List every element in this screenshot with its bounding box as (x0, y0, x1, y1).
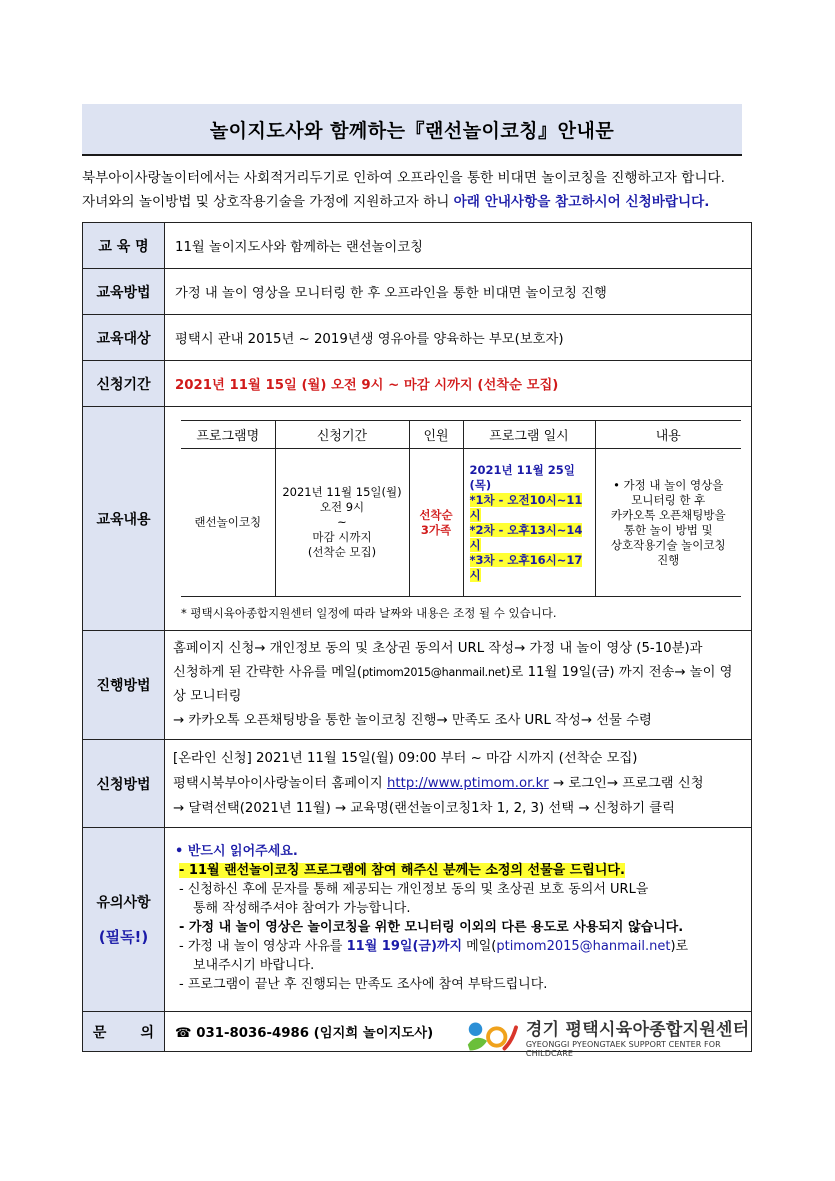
process-email: ptimom2015@hanmail.net (362, 666, 506, 679)
cell-program-name: 랜선놀이코칭 (181, 449, 275, 597)
info-table (82, 222, 752, 1052)
col-program-name: 프로그램명 (181, 421, 275, 449)
label-caution-required: (필독!) (98, 928, 149, 946)
value-caution: • 반드시 읽어주세요. - 11월 랜선놀이코칭 프로그램에 참여 해주신 분께는 소정의 선물을 드립니다. - 신청하신 후에 문자를 통해 제공되는 개인정보 동의 및 초상권 보호 동의서 URL을 통해 작성해주셔야 참여가 가능합니다. - 가정 내 놀이 영상은 놀이코칭을 위한 모니터링 이외의 다른 용도로 사용되지 않습니다. - 가정 내 놀이 영상과 사유를 11월 19일(금)까지 메일(ptimom2015@hanmail.net)로 보내주시기 바랍니다. - 프로그램이 끝난 후 진행되는 만족도 조사에 참여 부탁드립니다. (165, 828, 752, 1012)
label-edu-name: 교 육 명 (83, 223, 165, 269)
row-caution (83, 828, 752, 1012)
page-title: 놀이지도사와 함께하는『랜선놀이코칭』안내문 (82, 104, 742, 156)
value-content (165, 407, 752, 631)
label-period: 신청기간 (83, 361, 165, 407)
cell-apply-period: 2021년 11월 15일(월) 오전 9시 ~ 마감 시까지 (선착순 모집) (275, 449, 409, 597)
row-apply (83, 740, 752, 828)
col-capacity: 인원 (409, 421, 463, 449)
intro-highlight: 아래 안내사항을 참고하시어 신청바랍니다. (453, 194, 710, 210)
label-contact: 문 의 (83, 1012, 165, 1052)
cell-schedule: 2021년 11월 25일(목) *1차 - 오전10시~11시 *2차 - 오후13시~14시 *3차 - 오후16시~17시 (463, 449, 595, 597)
schedule-slot-2: *2차 - 오후13시~14시 (469, 522, 583, 552)
intro-line-1: 북부아이사랑놀이터에서는 사회적거리두기로 인하여 오프라인을 통한 비대면 놀이코칭을 진행하고자 합니다. (82, 170, 725, 186)
col-apply-period: 신청기간 (275, 421, 409, 449)
caution-gift: - 11월 랜선놀이코칭 프로그램에 참여 해주신 분께는 소정의 선물을 드립니다. (179, 862, 625, 878)
homepage-link[interactable]: http://www.ptimom.or.kr (386, 776, 549, 791)
table-row (181, 449, 741, 597)
center-logo-english: GYEONGGI PYEONGTAEK SUPPORT CENTER FOR CHILDCARE (525, 1039, 721, 1058)
label-target: 교육대상 (83, 315, 165, 361)
center-logo (462, 1015, 762, 1057)
caution-video-usage: - 가정 내 놀이 영상은 놀이코칭을 위한 모니터링 이외의 다른 용도로 사용되지 않습니다. (179, 919, 684, 935)
schedule-slot-3: *3차 - 오후16시~17시 (469, 552, 583, 582)
row-content (83, 407, 752, 631)
value-process: 홈페이지 신청→ 개인정보 동의 및 초상권 동의서 URL 작성→ 가정 내 놀이 영상 (5-10분)과 신청하게 된 간략한 사유를 메일(ptimom2015@hanmail.net)로 11월 19일(금) 까지 전송→ 놀이 영상 모니터링 → 카카오톡 오픈채팅방을 통한 놀이코칭 진행→ 만족도 조사 URL 작성→ 선물 수령 (165, 631, 752, 740)
row-period (83, 361, 752, 407)
schedule-slot-1: *1차 - 오전10시~11시 (469, 492, 583, 522)
program-table (181, 420, 741, 597)
row-process (83, 631, 752, 740)
value-target: 평택시 관내 2015년 ~ 2019년생 영유아를 양육하는 부모(보호자) (165, 315, 752, 361)
col-desc: 내용 (595, 421, 741, 449)
label-process: 진행방법 (83, 631, 165, 740)
caution-deadline: 11월 19일(금)까지 (346, 938, 463, 954)
label-caution: 유의사항 (필독!) (83, 828, 165, 1012)
value-edu-name: 11월 놀이지도사와 함께하는 랜선놀이코칭 (165, 223, 752, 269)
col-schedule: 프로그램 일시 (463, 421, 595, 449)
value-period: 2021년 11월 15일 (월) 오전 9시 ~ 마감 시까지 (선착순 모집) (165, 361, 752, 407)
intro-text (82, 166, 762, 214)
value-method: 가정 내 놀이 영상을 모니터링 한 후 오프라인을 통한 비대면 놀이코칭 진행 (165, 269, 752, 315)
label-method: 교육방법 (83, 269, 165, 315)
caution-heading: • 반드시 읽어주세요. (175, 843, 298, 859)
caution-email: ptimom2015@hanmail.net (496, 938, 671, 954)
cell-desc: • 가정 내 놀이 영상을 모니터링 한 후 카카오톡 오픈채팅방을 통한 놀이 방법 및 상호작용기술 놀이코칭 진행 (595, 449, 741, 597)
label-content: 교육내용 (83, 407, 165, 631)
intro-line-2: 자녀와의 놀이방법 및 상호작용기술을 가정에 지원하고자 하니 아래 안내사항을 참고하시어 신청바랍니다. (82, 194, 710, 210)
value-apply: [온라인 신청] 2021년 11월 15일(월) 09:00 부터 ~ 마감 시까지 (선착순 모집) 평택시북부아이사랑놀이터 홈페이지 http://www.ptimom.or.kr → 로그인→ 프로그램 신청 → 달력선택(2021년 11월) → 교육명(랜선놀이코칭1차 1, 2, 3) 선택 → 신청하기 클릭 (165, 740, 752, 828)
value-contact: ☎ 031-8036-4986 (임지희 놀이지도사) (165, 1012, 752, 1052)
row-edu-name (83, 223, 752, 269)
center-logo-icon (462, 1015, 520, 1057)
label-apply: 신청방법 (83, 740, 165, 828)
cell-capacity: 선착순 3가족 (409, 449, 463, 597)
content-note: * 평택시육아종합지원센터 일정에 따라 날짜와 내용은 조정 될 수 있습니다. (181, 606, 557, 620)
center-logo-name: 경기 평택시육아종합지원센터 (525, 1019, 750, 1040)
row-target (83, 315, 752, 361)
row-method (83, 269, 752, 315)
